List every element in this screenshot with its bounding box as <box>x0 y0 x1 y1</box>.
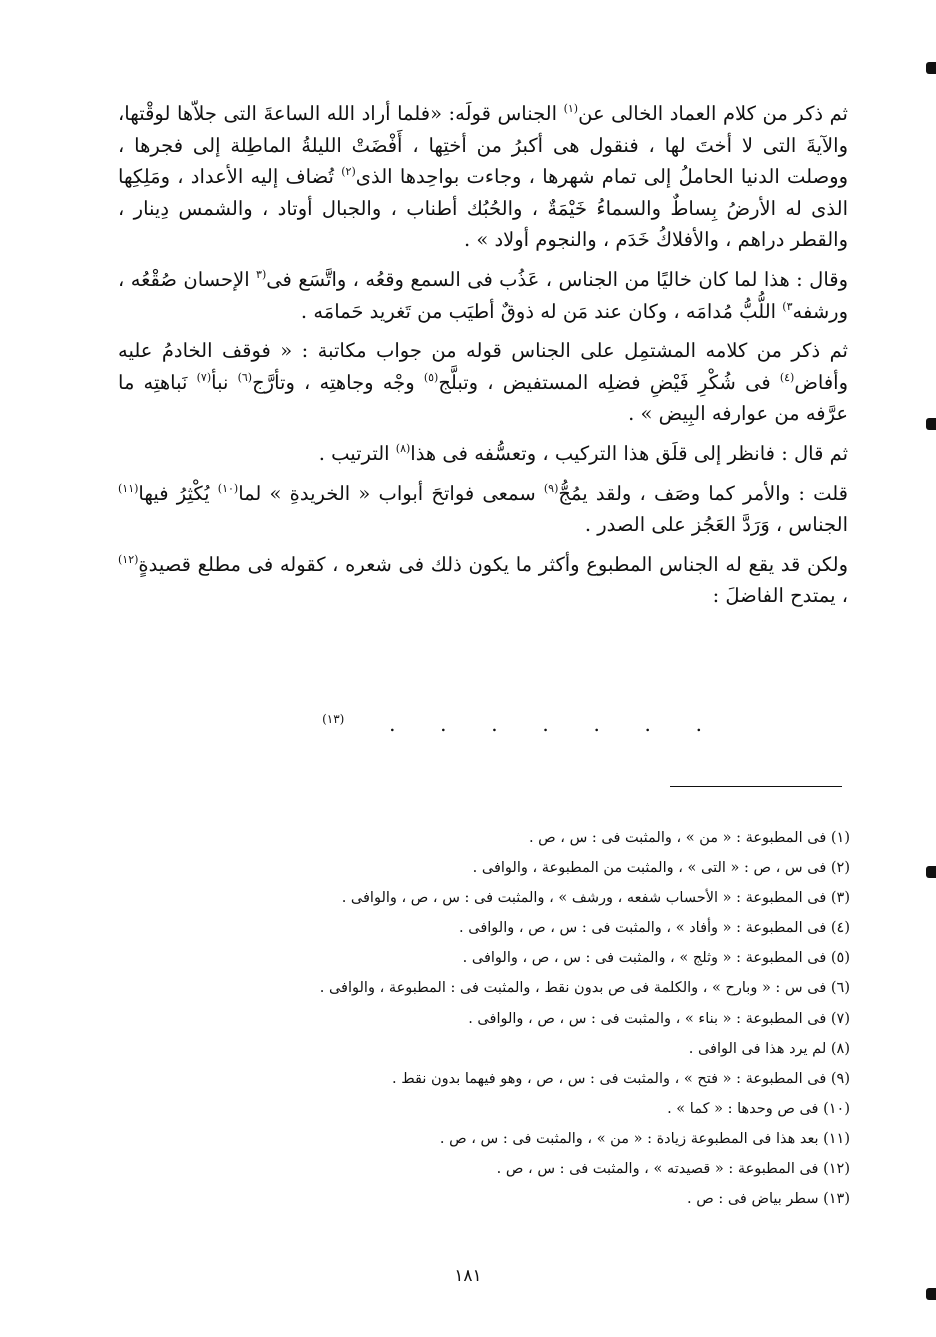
footnote-ref[interactable]: (٦) <box>237 370 253 384</box>
footnote: (١) فى المطبوعة : « من » ، والمثبت فى : س ، ص . <box>528 830 850 846</box>
footnote-ref[interactable]: (٣ <box>256 267 267 281</box>
footnote-ref[interactable]: (١٢) <box>118 552 139 566</box>
footnote: (١٣) سطر بياض فى : ص . <box>686 1191 850 1208</box>
text-run: نبأ <box>211 370 238 394</box>
text-run: الجناس ، وَرَدَّ العَجُز على الصدر . <box>584 513 848 537</box>
paragraph <box>118 478 848 541</box>
footnote-ref[interactable]: (١٣) <box>322 712 345 726</box>
ellipsis-dot: . <box>644 712 651 736</box>
text-run: ثم قال : فانظر إلى قلَق هذا التركيب ، وتعسُّفه فى هذا <box>410 441 848 465</box>
footnote-ref[interactable]: ٣) <box>782 299 793 313</box>
paragraph <box>118 438 848 470</box>
text-run: وجْه وجاهتِه ، وتأرَّج <box>252 370 424 394</box>
text-run: يُكْثِرُ فيها <box>138 481 218 505</box>
footnote-ref[interactable]: (١) <box>563 102 579 115</box>
text-run: قلت : والأمر كما وصَف ، ولقد يمُجُّ <box>558 481 848 505</box>
footnote: (٥) فى المطبوعة : « وثلج » ، والمثبت فى : س ، ص ، والوافى . <box>462 950 850 967</box>
footnote-ref[interactable]: (٥) <box>423 370 439 384</box>
ellipsis-dot: . <box>593 712 600 736</box>
text-run: تُضاف إليه الأعداد ، ومَلِكِها الذى له الأرضُ بِساطٌ والسماءُ خَيْمَةٌ ، والحُبُك أطناب ، والجبال أوتاد ، والشمس دِينار ، والقطر دراهم ، والأفلاكُ خَدَم ، والنجوم أولاد » . <box>118 165 848 252</box>
paragraph <box>118 335 848 430</box>
verse-ellipsis <box>322 712 702 736</box>
text-run: اللُّبُّ مُدامَه ، وكان عند مَن له ذوقٌ أطيَب من تَغريد حَمامَه . <box>300 299 783 323</box>
text-run: ثم ذكر من كلام العماد الخالى عن <box>578 102 848 125</box>
main-text <box>118 98 848 612</box>
footnote-divider <box>670 786 842 787</box>
ellipsis-dot: . <box>440 712 447 736</box>
text-run: فى شُكْرِ فَيْضِ فضلِه المستفيض ، وتبلَّج <box>438 370 780 394</box>
footnote: (٧) فى المطبوعة : « بناء » ، والمثبت فى : س ، ص ، والوافى . <box>468 1010 850 1027</box>
text-run: الجناس قولَه: «فلما أراد الله الساعةَ التى جلاّها لوقْتها، والآيةَ التى لا أختَ لها ، فنقول هى أكبرُ من أختِها ، أَفْضَتْ الليلةُ الماطِلة إلى فجرها ، ووصلت الدنيا الحاملُ إلى تمام شهرها ، وجاءت بواحِدها الذى <box>118 102 848 189</box>
text-run: ولكن قد يقع له الجناس المطبوع وأكثر ما يكون ذلك فى شعره ، كقوله فى مطلع قصيدةٍ <box>138 552 848 576</box>
text-run: الترتيب . <box>318 441 396 465</box>
footnote-ref[interactable]: (١٠) <box>217 481 239 495</box>
ellipsis-dot: . <box>695 712 702 736</box>
footnote-ref[interactable]: (١١) <box>118 481 139 495</box>
paragraph <box>118 98 848 256</box>
page-number: ١٨١ <box>454 1266 482 1286</box>
text-run: ثم ذكر من كلامه المشتمِل على الجناس قوله من جواب مكاتبة : « فوقف الخادمُ عليه وأفاض <box>118 339 849 394</box>
footnote: (١١) بعد هذا فى المطبوعة زيادة : « من » ، والمثبت فى : س ، ص . <box>439 1130 850 1147</box>
page-edge-mark <box>926 1288 936 1300</box>
footnote: (٢) فى س ، ص : « التى » ، والمثبت من المطبوعة ، والوافى . <box>472 860 850 877</box>
footnote-ref[interactable]: (٢) <box>341 165 356 179</box>
footnotes <box>120 823 850 1214</box>
footnote: (١٠) فى ص وحدها : « كما » . <box>667 1100 850 1117</box>
footnote: (٩) فى المطبوعة : « فتح » ، والمثبت فى : س ، ص ، وهو فيهما بدون نقط . <box>392 1070 850 1087</box>
text-run: ، يمتدح الفاضلَ : <box>712 584 848 608</box>
footnote-ref[interactable]: (٨) <box>395 441 411 455</box>
footnote-ref[interactable]: (٧) <box>196 370 212 384</box>
footnote: (٦) فى س : « وبارح » ، والكلمة فى ص بدون نقط ، والمثبت فى : المطبوعة ، والوافى . <box>319 980 850 997</box>
text-run: الإحسان صُقْعُه ، ورشفه <box>118 267 848 323</box>
ellipsis-dot: . <box>491 712 498 736</box>
paragraph <box>118 549 848 612</box>
ellipsis-dot: . <box>542 712 549 736</box>
text-run: نَباهتِه ما عرَّفه من عوارفه البِيض » . <box>118 370 848 426</box>
paragraph <box>118 264 848 327</box>
footnote: (٣) فى المطبوعة : « الأحساب شفعه ، ورشف » ، والمثبت فى : س ، ص ، والوافى . <box>341 890 850 907</box>
ellipsis-dot: . <box>389 712 396 736</box>
page-edge-mark <box>926 62 936 74</box>
footnote: (٤) فى المطبوعة : « وأفاد » ، والمثبت فى : س ، ص ، والوافى . <box>459 920 850 937</box>
footnote: (٨) لم يرد هذا فى الوافى . <box>688 1040 850 1057</box>
page-edge-mark <box>926 418 936 430</box>
footnote: (١٢) فى المطبوعة : « قصيدته » ، والمثبت فى : س ، ص . <box>496 1161 850 1178</box>
page-edge-mark <box>926 866 936 878</box>
footnote-ref[interactable]: (٩) <box>543 481 559 495</box>
text-run: سمعى فواتحَ أبواب « الخريدةِ » لما <box>238 481 544 505</box>
footnote-ref[interactable]: (٤) <box>779 370 795 384</box>
text-run: وقال : هذا لما كان خاليًا من الجناس ، عَذُب فى السمع وقعُه ، واتَّسَع فى <box>266 267 848 291</box>
